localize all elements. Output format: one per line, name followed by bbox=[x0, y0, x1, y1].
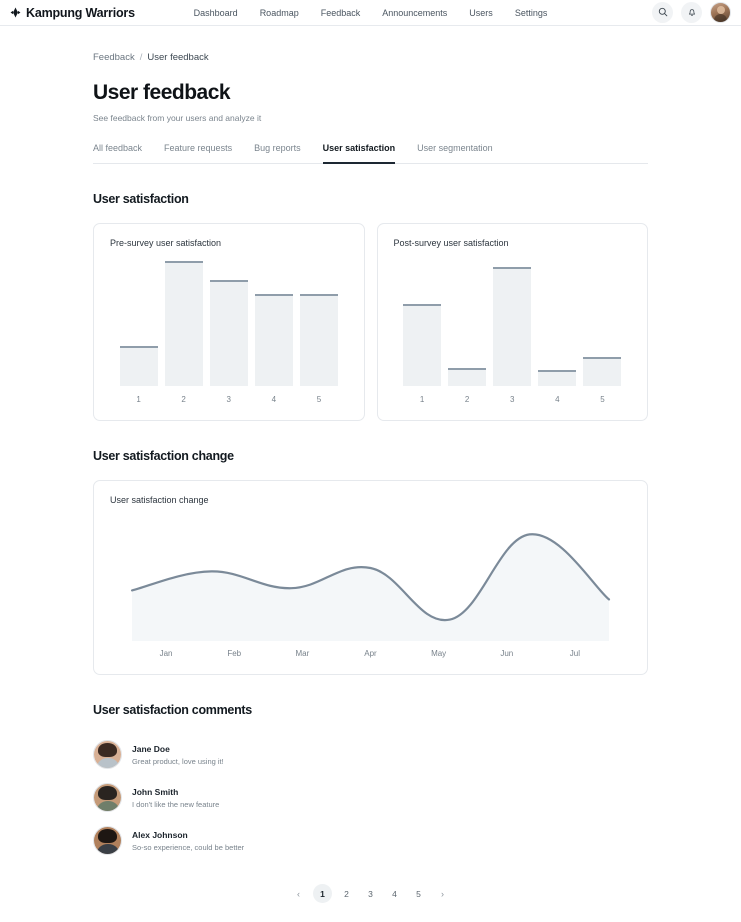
pagination-page-3[interactable]: 3 bbox=[368, 888, 373, 899]
bell-icon bbox=[687, 4, 697, 22]
top-actions bbox=[652, 2, 731, 23]
bar-axis-labels bbox=[394, 395, 632, 404]
bar-chart-pre-survey bbox=[110, 254, 348, 386]
list-item[interactable] bbox=[93, 733, 648, 776]
nav-item-dashboard[interactable]: Dashboard bbox=[193, 7, 238, 18]
breadcrumb bbox=[93, 52, 648, 63]
list-item[interactable] bbox=[93, 819, 648, 862]
avatar bbox=[93, 740, 122, 769]
comment-author: Alex Johnson bbox=[132, 829, 188, 840]
bar-chart-row bbox=[93, 223, 648, 421]
main-content bbox=[0, 26, 741, 903]
notifications-button[interactable] bbox=[681, 2, 702, 23]
axis-tick: Apr bbox=[364, 649, 377, 658]
pagination-next[interactable]: › bbox=[441, 888, 444, 899]
bar-column bbox=[255, 294, 293, 386]
search-icon bbox=[658, 4, 668, 22]
bar bbox=[120, 346, 158, 386]
tab-user-satisfaction[interactable]: User satisfaction bbox=[323, 143, 396, 164]
bar-column bbox=[448, 368, 486, 386]
comment-author: John Smith bbox=[132, 786, 179, 797]
axis-tick: Jan bbox=[159, 649, 173, 658]
bar bbox=[255, 294, 293, 386]
axis-tick: Mar bbox=[295, 649, 310, 658]
pagination-prev[interactable]: ‹ bbox=[297, 888, 300, 899]
tab-feature-requests[interactable]: Feature requests bbox=[164, 143, 233, 153]
section-heading-satisfaction-change: User satisfaction change bbox=[93, 449, 234, 463]
pagination-page-2[interactable]: 2 bbox=[344, 888, 349, 899]
nav-item-roadmap[interactable]: Roadmap bbox=[259, 7, 299, 18]
bar-column bbox=[493, 267, 531, 386]
tab-user-segmentation[interactable]: User segmentation bbox=[417, 143, 493, 153]
tab-all-feedback[interactable]: All feedback bbox=[93, 143, 143, 153]
comment-text: Great product, love using it! bbox=[132, 756, 224, 766]
diamond-logo-icon bbox=[10, 7, 21, 18]
bar bbox=[448, 368, 486, 386]
tab-bar bbox=[93, 143, 648, 164]
bar-column bbox=[583, 357, 621, 386]
top-navigation-bar bbox=[0, 0, 741, 26]
comment-text: So-so experience, could be better bbox=[132, 842, 245, 852]
comment-author: Jane Doe bbox=[132, 743, 170, 754]
line-axis-labels bbox=[110, 649, 631, 658]
breadcrumb-parent[interactable]: Feedback bbox=[93, 52, 135, 63]
bar-column bbox=[403, 304, 441, 386]
avatar bbox=[93, 783, 122, 812]
avatar[interactable] bbox=[710, 2, 731, 23]
nav-item-users[interactable]: Users bbox=[469, 7, 493, 18]
bar bbox=[538, 370, 576, 386]
axis-tick: Jun bbox=[500, 649, 514, 658]
axis-tick: 1 bbox=[136, 395, 141, 404]
breadcrumb-current: User feedback bbox=[147, 52, 209, 63]
bar bbox=[210, 280, 248, 386]
avatar bbox=[93, 826, 122, 855]
primary-nav bbox=[194, 8, 548, 18]
comment-text: I don't like the new feature bbox=[132, 799, 220, 809]
brand-name: Kampung Warriors bbox=[26, 5, 135, 20]
axis-tick: 4 bbox=[271, 395, 277, 404]
pagination-page-1[interactable]: 1 bbox=[313, 884, 332, 903]
axis-tick: 5 bbox=[600, 395, 605, 404]
bar-chart-post-survey bbox=[394, 254, 632, 386]
pagination-page-4[interactable]: 4 bbox=[392, 888, 397, 899]
axis-tick: 3 bbox=[510, 395, 515, 404]
section-heading-user-satisfaction: User satisfaction bbox=[93, 192, 189, 206]
section-heading-comments: User satisfaction comments bbox=[93, 703, 252, 717]
bar bbox=[583, 357, 621, 386]
bar bbox=[300, 294, 338, 386]
card-title: Post-survey user satisfaction bbox=[393, 238, 509, 248]
bar bbox=[403, 304, 441, 386]
card-post-survey-satisfaction bbox=[377, 223, 649, 421]
card-user-satisfaction-change bbox=[93, 480, 648, 675]
nav-item-feedback[interactable]: Feedback bbox=[320, 7, 361, 18]
nav-item-announcements[interactable]: Announcements bbox=[382, 7, 448, 18]
bar-column bbox=[300, 294, 338, 386]
card-pre-survey-satisfaction bbox=[93, 223, 365, 421]
breadcrumb-separator: / bbox=[139, 52, 143, 63]
page-subtitle: See feedback from your users and analyze it bbox=[93, 113, 262, 123]
bar-column bbox=[538, 370, 576, 386]
axis-tick: 2 bbox=[181, 395, 186, 404]
brand-logo[interactable] bbox=[10, 6, 135, 20]
list-item[interactable] bbox=[93, 776, 648, 819]
axis-tick: 3 bbox=[226, 395, 231, 404]
axis-tick: 2 bbox=[464, 395, 470, 404]
tab-bug-reports[interactable]: Bug reports bbox=[254, 143, 301, 153]
bar bbox=[165, 261, 203, 386]
bar-column bbox=[165, 261, 203, 386]
axis-tick: 4 bbox=[555, 395, 560, 404]
bar-column bbox=[210, 280, 248, 386]
bar-axis-labels bbox=[110, 395, 348, 404]
bar-column bbox=[120, 346, 158, 386]
comments-list bbox=[93, 733, 648, 862]
card-title: User satisfaction change bbox=[110, 495, 209, 505]
nav-item-settings[interactable]: Settings bbox=[514, 7, 548, 18]
pagination bbox=[93, 884, 648, 903]
line-chart-satisfaction-change bbox=[110, 513, 631, 641]
axis-tick: 5 bbox=[316, 395, 322, 404]
pagination-page-5[interactable]: 5 bbox=[416, 888, 421, 899]
card-title: Pre-survey user satisfaction bbox=[110, 238, 222, 248]
bar bbox=[493, 267, 531, 386]
axis-tick: May bbox=[431, 649, 447, 658]
axis-tick: 1 bbox=[419, 395, 425, 404]
axis-tick: Feb bbox=[227, 649, 242, 658]
axis-tick: Jul bbox=[569, 649, 581, 658]
page-title: User feedback bbox=[93, 81, 231, 104]
search-button[interactable] bbox=[652, 2, 673, 23]
